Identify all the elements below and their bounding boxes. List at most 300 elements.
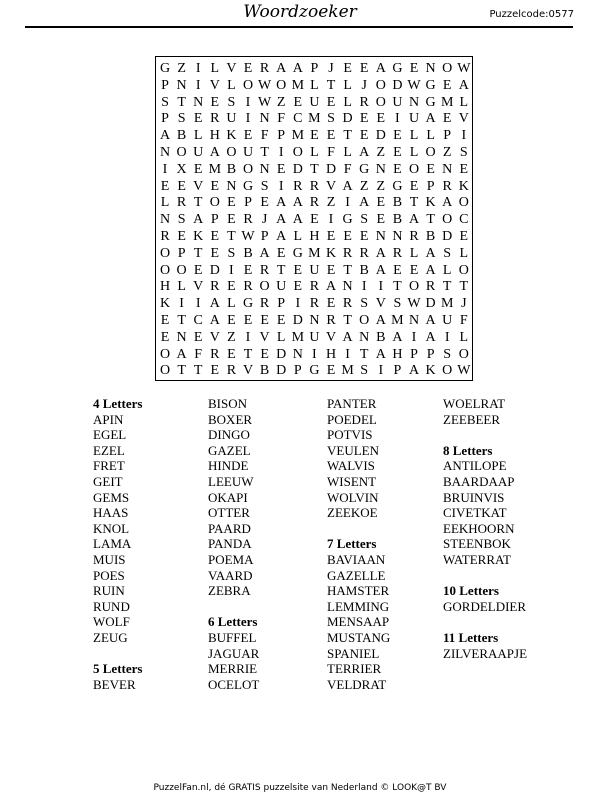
grid-cell: V <box>209 329 220 345</box>
word-list-item: OCELOT <box>208 676 260 692</box>
grid-cell: M <box>440 94 454 110</box>
grid-cell: U <box>193 145 204 160</box>
grid-cell: L <box>442 262 452 278</box>
grid-row <box>156 312 472 329</box>
grid-cell: I <box>195 61 201 76</box>
grid-cell: I <box>312 346 317 362</box>
grid-cell: R <box>392 245 403 261</box>
word-list-item: ZEEBEER <box>443 411 501 427</box>
grid-cell: L <box>227 296 236 312</box>
grid-cell: I <box>295 296 301 312</box>
grid-cell: S <box>227 94 236 110</box>
grid-cell: R <box>442 178 452 194</box>
grid-cell: M <box>308 245 321 261</box>
grid-cell: E <box>393 262 402 278</box>
grid-cell: E <box>426 161 435 177</box>
grid-cell: N <box>392 229 403 244</box>
grid-cell: P <box>426 178 435 194</box>
grid-cell: O <box>242 77 254 93</box>
word-list-item: BUFFEL <box>208 629 257 645</box>
grid-cell: D <box>375 128 386 144</box>
grid-cell: E <box>442 77 452 93</box>
grid-cell: A <box>209 296 220 312</box>
grid-cell: P <box>443 128 452 144</box>
grid-cell: H <box>325 346 337 362</box>
grid-cell: T <box>442 279 452 295</box>
grid-cell: E <box>442 111 452 127</box>
grid-cell: P <box>210 212 219 228</box>
grid-cell: K <box>325 245 337 261</box>
grid-cell: T <box>343 313 352 328</box>
grid-cell: E <box>260 195 269 211</box>
grid-cell: I <box>328 212 334 228</box>
grid-cell: E <box>409 262 419 278</box>
grid-cell: I <box>278 178 284 194</box>
grid-cell: Z <box>177 61 186 76</box>
grid-cell: O <box>292 145 303 160</box>
grid-cell: E <box>376 195 386 211</box>
word-list-item: GAZEL <box>208 442 251 458</box>
grid-cell: D <box>276 363 287 379</box>
grid-cell: P <box>426 346 435 362</box>
grid-cell: L <box>409 245 419 261</box>
word-list-item: PANDA <box>208 536 252 552</box>
footer-text: PuzzelFan.nl, dé GRATIS puzzelsite van Nederland © LOOK@T BV <box>153 783 447 793</box>
word-list-spacer <box>443 568 561 584</box>
grid-cell: E <box>326 296 336 312</box>
grid-cell: O <box>458 195 469 211</box>
word-list-item: FRET <box>93 458 125 474</box>
grid-cell: T <box>459 279 469 295</box>
grid-cell: E <box>293 262 303 278</box>
grid-cell: X <box>176 161 187 177</box>
grid-cell: L <box>160 195 170 211</box>
grid-cell: E <box>310 128 319 144</box>
grid-cell: F <box>260 128 269 144</box>
grid-cell: E <box>459 161 469 177</box>
grid-cell: E <box>227 313 236 328</box>
grid-cell: A <box>276 195 287 211</box>
word-list-item: KNOL <box>93 520 130 536</box>
grid-cell: R <box>309 178 320 194</box>
grid-cell: A <box>425 245 436 261</box>
grid-cell: E <box>260 346 269 362</box>
grid-row <box>156 329 472 346</box>
grid-cell: N <box>259 161 270 177</box>
grid-cell: E <box>177 229 186 244</box>
word-list-item: ZILVERAAPJE <box>443 645 528 661</box>
grid-cell: R <box>226 363 237 379</box>
grid-cell: O <box>458 346 469 362</box>
grid-cell: R <box>259 296 270 312</box>
word-list-item: LEMMING <box>327 598 390 614</box>
word-list-item: WATERRAT <box>443 551 511 567</box>
grid-cell: R <box>210 111 220 127</box>
grid-cell: P <box>161 111 169 127</box>
grid-row <box>156 346 472 363</box>
grid-cell: A <box>292 195 303 211</box>
word-list-item: WOLF <box>93 614 130 630</box>
word-list-heading: 6 Letters <box>208 614 258 630</box>
grid-cell: O <box>159 262 171 278</box>
word-list-item: JAGUAR <box>208 645 260 661</box>
grid-cell: A <box>209 313 220 328</box>
grid-cell: W <box>241 229 255 244</box>
grid-cell: E <box>193 161 203 177</box>
grid-cell: S <box>177 111 186 127</box>
word-list-heading: 11 Letters <box>443 629 499 645</box>
word-list-item: WALVIS <box>327 458 375 474</box>
word-list-item: HAAS <box>93 505 129 521</box>
grid-cell: D <box>392 77 403 93</box>
grid-cell: R <box>259 61 270 76</box>
grid-cell: C <box>293 111 303 127</box>
grid-cell: L <box>409 128 419 144</box>
grid-cell: O <box>442 61 453 76</box>
grid-cell: J <box>461 296 467 312</box>
grid-cell: K <box>425 195 436 211</box>
grid-cell: B <box>425 229 436 244</box>
grid-cell: I <box>195 296 201 312</box>
grid-cell: Z <box>442 145 452 160</box>
grid-cell: N <box>259 111 270 127</box>
grid-cell: A <box>209 145 220 160</box>
grid-cell: H <box>392 346 403 362</box>
grid-cell: A <box>259 245 270 261</box>
grid-cell: E <box>359 61 369 76</box>
grid-cell: E <box>227 195 236 211</box>
word-list-item: GAZELLE <box>327 567 386 583</box>
grid-cell: M <box>291 77 305 93</box>
word-list-item: STEENBOK <box>443 536 511 552</box>
grid-row <box>156 94 472 111</box>
grid-cell: E <box>210 178 220 194</box>
grid-cell: E <box>276 161 286 177</box>
grid-cell: A <box>276 61 287 76</box>
word-list-item: BAARDAAP <box>443 473 515 489</box>
grid-cell: O <box>408 161 420 177</box>
grid-row <box>156 278 472 295</box>
grid-cell: E <box>243 61 253 76</box>
grid-cell: A <box>425 313 436 328</box>
word-list-item: HAMSTER <box>327 583 390 599</box>
grid-cell: G <box>392 61 403 76</box>
grid-cell: A <box>176 346 187 362</box>
grid-cell: A <box>408 363 420 379</box>
grid-row <box>156 178 472 195</box>
grid-cell: B <box>259 363 270 379</box>
grid-cell: N <box>359 329 370 345</box>
grid-cell: B <box>176 128 187 144</box>
grid-cell: E <box>359 128 369 144</box>
grid-cell: R <box>409 229 419 244</box>
grid-cell: D <box>425 296 436 312</box>
grid-cell: E <box>326 128 336 144</box>
grid-cell: V <box>242 363 254 379</box>
grid-cell: O <box>209 195 220 211</box>
grid-cell: E <box>326 262 336 278</box>
grid-cell: L <box>426 128 435 144</box>
grid-cell: E <box>177 178 186 194</box>
grid-cell: S <box>227 245 236 261</box>
grid-cell: O <box>259 279 270 295</box>
grid-cell: E <box>210 229 220 244</box>
grid-cell: I <box>378 363 384 379</box>
grid-cell: E <box>260 313 269 328</box>
grid-cell: O <box>176 145 187 160</box>
grid-cell: L <box>276 329 286 345</box>
grid-cell: E <box>393 161 402 177</box>
grid-cell: V <box>375 296 386 312</box>
grid-cell: E <box>276 245 286 261</box>
grid-cell: C <box>459 212 469 228</box>
grid-cell: V <box>209 77 220 93</box>
word-list-item: VEULEN <box>327 442 379 458</box>
grid-cell: E <box>227 212 236 228</box>
word-list-item: VELDRAT <box>327 676 387 692</box>
grid-cell: S <box>393 296 402 312</box>
grid-cell: B <box>392 195 403 211</box>
grid-cell: T <box>193 363 203 379</box>
grid-cell: R <box>243 212 253 228</box>
grid-cell: B <box>392 212 403 228</box>
grid-cell: R <box>359 245 369 261</box>
word-list-item: RUND <box>93 598 130 614</box>
word-list-item: WOLVIN <box>327 489 379 505</box>
grid-cell: U <box>392 94 403 110</box>
word-list-item: BOXER <box>208 411 253 427</box>
word-list-item: EZEL <box>93 442 125 458</box>
word-list-item: WOELRAT <box>443 396 506 411</box>
grid-cell: N <box>159 212 171 228</box>
word-list-item: BISON <box>208 396 248 411</box>
grid-cell: B <box>359 262 369 278</box>
word-list-item: MERRIE <box>208 661 258 677</box>
grid-cell: T <box>177 313 186 328</box>
word-list-item: MUSTANG <box>327 629 391 645</box>
grid-cell: L <box>459 94 469 110</box>
grid-cell: L <box>409 145 419 160</box>
grid-cell: J <box>261 212 268 228</box>
grid-cell: A <box>342 329 353 345</box>
grid-cell: L <box>293 229 303 244</box>
grid-cell: I <box>378 279 384 295</box>
grid-cell: L <box>343 145 352 160</box>
word-list-spacer <box>443 427 561 443</box>
grid-cell: I <box>179 296 184 312</box>
word-list-item: CIVETKAT <box>443 505 507 521</box>
grid-cell: O <box>408 279 420 295</box>
grid-cell: L <box>459 329 469 345</box>
grid-cell: S <box>360 363 369 379</box>
grid-cell: T <box>260 145 269 160</box>
word-list-item: GORDELDIER <box>443 598 527 614</box>
grid-cell: N <box>375 229 386 244</box>
word-list-heading: 5 Letters <box>93 661 143 677</box>
grid-row <box>156 362 472 379</box>
grid-cell: I <box>245 94 251 110</box>
word-list-item: WISENT <box>327 473 377 489</box>
grid-cell: V <box>325 329 337 345</box>
grid-cell: H <box>209 128 220 144</box>
word-list-item: APIN <box>93 411 124 427</box>
grid-cell: R <box>326 313 336 328</box>
grid-cell: E <box>343 61 352 76</box>
word-list-item: BEVER <box>93 676 136 692</box>
grid-cell: A <box>408 212 420 228</box>
grid-cell: A <box>425 262 436 278</box>
grid-cell: S <box>260 178 269 194</box>
grid-cell: N <box>159 145 171 160</box>
grid-cell: O <box>226 145 237 160</box>
word-list-item: TERRIER <box>327 661 382 677</box>
grid-cell: A <box>425 329 436 345</box>
grid-cell: I <box>395 111 400 127</box>
grid-cell: G <box>425 77 436 93</box>
word-list-item: PANTER <box>327 396 377 411</box>
grid-cell: I <box>278 145 284 160</box>
grid-cell: P <box>244 195 252 211</box>
grid-cell: G <box>425 94 436 110</box>
grid-cell: E <box>393 128 402 144</box>
grid-cell: G <box>342 212 353 228</box>
grid-cell: A <box>159 128 171 144</box>
grid-cell: P <box>177 245 186 261</box>
grid-cell: D <box>442 229 453 244</box>
grid-cell: T <box>243 346 253 362</box>
grid-cell: E <box>409 61 419 76</box>
grid-cell: I <box>345 195 350 211</box>
grid-cell: I <box>229 262 234 278</box>
grid-row <box>156 228 472 245</box>
grid-cell: V <box>193 279 204 295</box>
grid-cell: I <box>444 329 450 345</box>
grid-cell: T <box>359 346 369 362</box>
word-list-spacer <box>443 614 561 630</box>
grid-cell: I <box>245 111 251 127</box>
grid-cell: Z <box>359 178 369 194</box>
grid-cell: E <box>160 178 170 194</box>
grid-cell: K <box>425 363 436 379</box>
grid-cell: Z <box>376 145 386 160</box>
grid-cell: A <box>342 178 353 194</box>
grid-cell: T <box>276 262 286 278</box>
word-list-heading: 4 Letters <box>93 396 143 411</box>
grid-cell: Z <box>276 94 286 110</box>
grid-cell: O <box>375 94 386 110</box>
grid-cell: G <box>159 61 171 76</box>
grid-cell: L <box>343 77 352 93</box>
grid-cell: O <box>359 313 370 328</box>
grid-cell: A <box>276 212 287 228</box>
word-list-item: GEIT <box>93 473 123 489</box>
word-list-item: PAARD <box>208 520 251 536</box>
grid-row <box>156 110 472 127</box>
word-list-item: ZEBRA <box>208 583 251 599</box>
grid-cell: E <box>210 363 220 379</box>
grid-cell: F <box>459 313 468 328</box>
grid-cell: L <box>310 77 319 93</box>
grid-cell: E <box>210 245 220 261</box>
grid-cell: R <box>160 229 170 244</box>
grid-cell: E <box>293 279 303 295</box>
grid-cell: I <box>461 128 467 144</box>
grid-cell: E <box>193 262 203 278</box>
word-list-item: LAMA <box>93 536 132 552</box>
grid-cell: F <box>194 346 203 362</box>
grid-cell: M <box>291 329 305 345</box>
grid-cell: I <box>345 346 350 362</box>
word-list-item: ANTILOPE <box>443 458 507 474</box>
grid-cell: W <box>407 77 421 93</box>
word-list-item: POEDEL <box>327 411 377 427</box>
grid-cell: T <box>177 363 186 379</box>
grid-cell: S <box>360 296 369 312</box>
grid-cell: V <box>325 178 337 194</box>
grid-cell: R <box>243 279 253 295</box>
grid-cell: R <box>210 279 220 295</box>
grid-cell: T <box>193 195 203 211</box>
grid-cell: E <box>243 262 253 278</box>
letter-grid <box>155 56 473 381</box>
grid-cell: I <box>411 329 417 345</box>
grid-cell: A <box>442 195 453 211</box>
grid-row <box>156 262 472 279</box>
grid-cell: O <box>375 77 386 93</box>
grid-cell: N <box>442 161 453 177</box>
grid-cell: G <box>309 363 320 379</box>
grid-cell: O <box>442 363 453 379</box>
grid-cell: P <box>260 229 269 244</box>
grid-cell: O <box>159 245 171 261</box>
grid-cell: V <box>226 61 237 76</box>
grid-row <box>156 144 472 161</box>
puzzle-code: Puzzelcode:0577 <box>489 9 574 20</box>
grid-cell: E <box>227 279 236 295</box>
grid-cell: M <box>440 296 454 312</box>
grid-cell: N <box>408 94 420 110</box>
grid-cell: T <box>326 77 336 93</box>
grid-cell: P <box>310 61 319 76</box>
grid-cell: L <box>227 77 236 93</box>
grid-cell: N <box>226 178 237 194</box>
grid-cell: M <box>308 111 321 127</box>
word-list-item: SPANIEL <box>327 645 380 661</box>
grid-cell: T <box>343 128 352 144</box>
grid-cell: L <box>193 128 203 144</box>
grid-cell: K <box>458 178 469 194</box>
grid-cell: B <box>243 245 253 261</box>
grid-cell: E <box>210 94 220 110</box>
grid-cell: O <box>425 145 436 160</box>
word-list-item: OTTER <box>208 505 250 521</box>
grid-cell: N <box>375 161 386 177</box>
grid-cell: N <box>292 346 303 362</box>
grid-cell: R <box>210 346 220 362</box>
grid-cell: R <box>425 279 436 295</box>
grid-cell: W <box>407 296 421 312</box>
grid-cell: D <box>209 262 220 278</box>
grid-cell: W <box>457 61 471 76</box>
grid-row <box>156 161 472 178</box>
grid-cell: G <box>242 178 254 194</box>
grid-cell: E <box>326 229 336 244</box>
grid-cell: A <box>276 229 287 244</box>
grid-cell: V <box>259 329 270 345</box>
grid-cell: E <box>376 212 386 228</box>
header-divider <box>25 26 573 28</box>
grid-cell: A <box>325 279 337 295</box>
